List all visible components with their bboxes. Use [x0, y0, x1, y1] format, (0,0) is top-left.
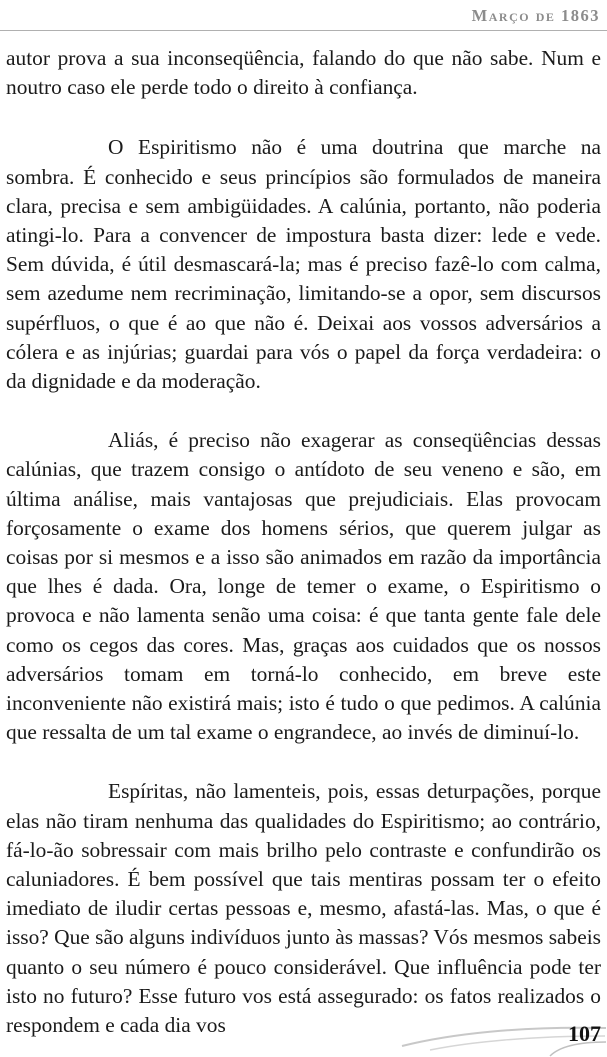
running-header-title: Março de 1863: [471, 6, 600, 25]
page-body: [6, 44, 601, 1040]
paragraph-continuation: autor prova a sua inconseqüência, falando do que não sabe. Num e noutro caso ele perde todo o direito à confiança.: [6, 46, 601, 100]
paragraph: O Espiritismo não é uma doutrina que marche na sombra. É conhecido e seus princípios são formulados de maneira clara, precisa e sem ambigüidades. A calúnia, portanto, não poderia atingi-lo. Para a convencer de impostura basta dizer: lede e vede. Sem dúvida, é útil desmascará-la; mas é preciso fazê-lo com calma, sem azedume nem recriminação, limitando-se a opor, sem discursos supérfluos, o que é ao que não é. Deixai aos vossos adversários a cólera e as injúrias; guardai para vós o papel da força verdadeira: o da dignidade e da moderação.: [6, 135, 601, 394]
running-header: [0, 0, 607, 30]
page-number: 107: [568, 1021, 601, 1046]
paragraph: Espíritas, não lamenteis, pois, essas deturpações, porque elas não tiram nenhuma das qualidades do Espiritismo; ao contrário, fá-lo-ão sobressair com mais brilho pelo contraste e confundirão os caluniadores. É bem possível que tais mentiras possam ter o efeito imediato de iludir certas pessoas e, mesmo, afastá-las. Mas, o que é isso? Que são alguns indivíduos junto às massas? Vós mesmos sabeis quanto o seu número é pouco considerável. Que influência pode ter isto no futuro? Esse futuro vos está assegurado: os fatos realizados o respondem e cada dia vos: [6, 779, 601, 1038]
paragraph: Aliás, é preciso não exagerar as conseqüências dessas calúnias, que trazem consigo o antídoto de seu veneno e são, em última análise, mais vantajosas que prejudiciais. Elas provocam forçosamente o exame dos homens sérios, que querem julgar as coisas por si mesmos e a isso são animados em razão da importância que lhes é dada. Ora, longe de temer o exame, o Espiritismo o provoca e não lamenta senão uma coisa: é que tanta gente fale dele como os cegos das cores. Mas, graças aos cuidados que os nossos adversários tomam em torná-lo conhecido, em breve este inconveniente não existirá mais; isto é tudo o que pedimos. A calúnia que ressalta de um tal exame o engrandece, ao invés de diminuí-lo.: [6, 428, 601, 745]
header-divider: [0, 30, 607, 31]
